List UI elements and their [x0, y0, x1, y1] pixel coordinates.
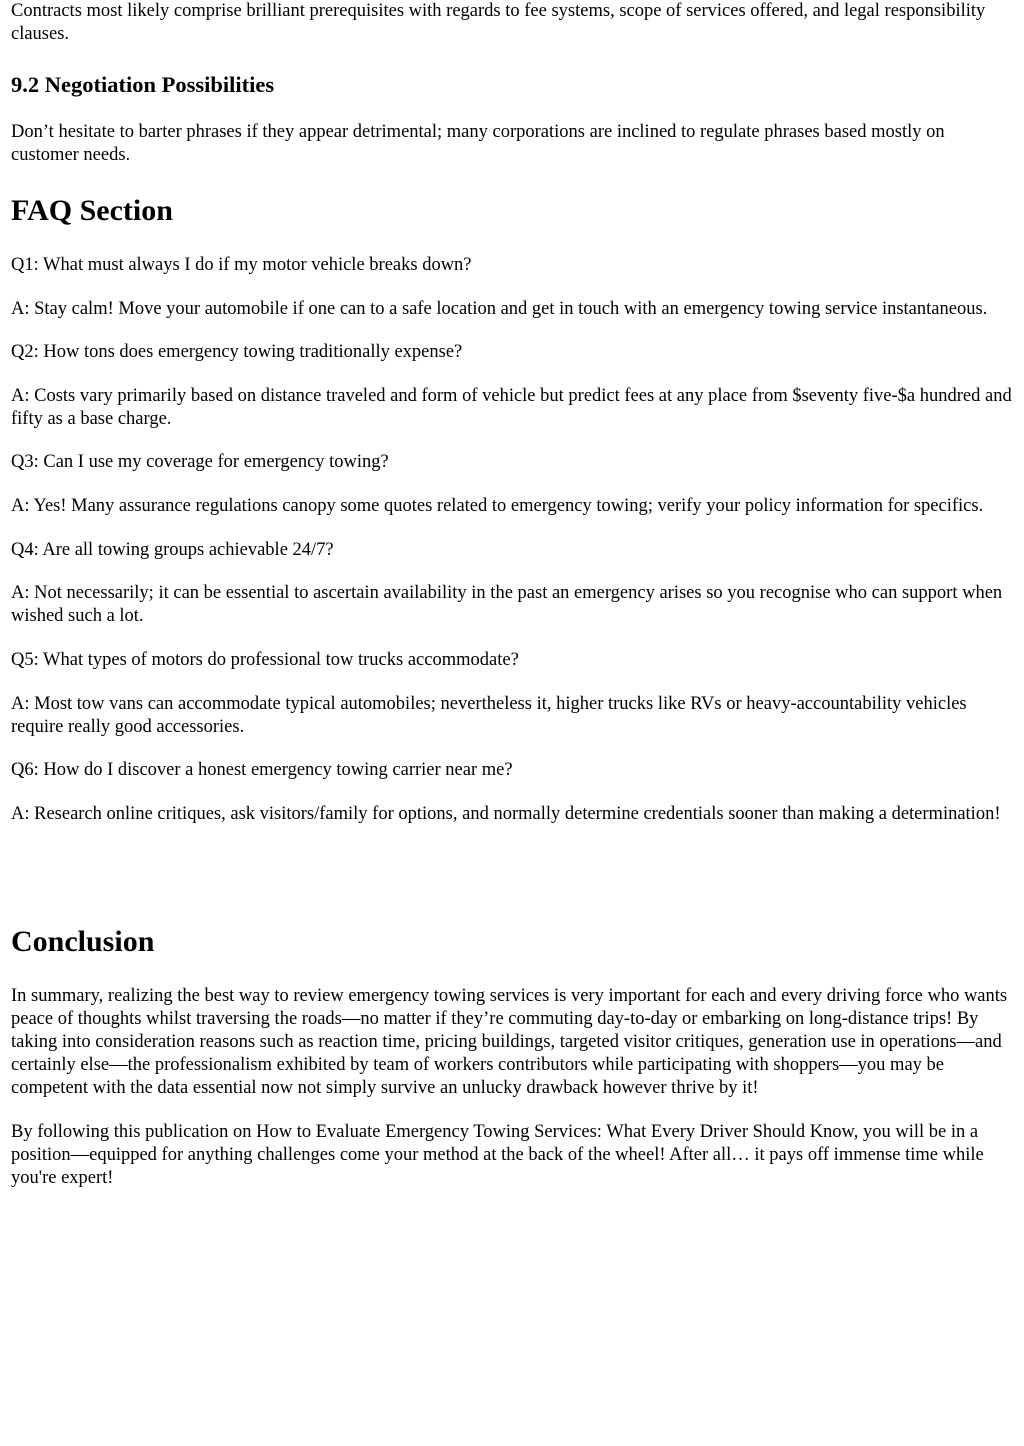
conclusion-heading: Conclusion [11, 925, 155, 958]
faq-question-2: Q2: How tons does emergency towing traditionally expense? [11, 342, 463, 363]
conclusion-body [11, 985, 1015, 1211]
intro-paragraph: Contracts most likely comprise brilliant prerequisites with regards to fee systems, scope of services offered, and legal responsibility clauses. [11, 1, 986, 45]
faq-question-4: Q4: Are all towing groups achievable 24/7? [11, 539, 334, 560]
faq-question-5: Q5: What types of motors do professional tow trucks accommodate? [11, 649, 519, 670]
faq-heading: FAQ Section [11, 194, 173, 227]
faq-answer-1: A: Stay calm! Move your automobile if one can to a safe location and get in touch with an emergency towing service instantaneous. [11, 298, 988, 319]
negotiation-heading: 9.2 Negotiation Possibilities [11, 72, 275, 97]
conclusion-paragraph-1: In summary, realizing the best way to review emergency towing services is very important for each and every driving force who wants peace of thoughts whilst traversing the roads—no matter if they’re commuting day-to-day or embarking on long-distance trips! By taking into consideration reasons such as reaction time, pricing buildings, targeted visitor critiques, generation use in operations—and certainly else—the professionalism exhibited by team of workers contributors while participating with shoppers—you may be competent with the data essential now not simply survive an unlucky drawback however thrive by it! [11, 986, 1008, 1099]
faq-question-6: Q6: How do I discover a honest emergency towing carrier near me? [11, 760, 513, 781]
faq-question-3: Q3: Can I use my coverage for emergency towing? [11, 452, 389, 473]
faq-list [11, 254, 1015, 846]
negotiation-paragraph: Don’t hesitate to barter phrases if they appear detrimental; many corporations are inclined to regulate phrases based mostly on customer needs. [11, 122, 945, 166]
faq-answer-3: A: Yes! Many assurance regulations canopy some quotes related to emergency towing; verify your policy information for specifics. [11, 496, 984, 517]
faq-answer-6: A: Research online critiques, ask visitors/family for options, and normally determine credentials sooner than making a determination! [11, 803, 1001, 824]
faq-answer-4: A: Not necessarily; it can be essential to ascertain availability in the past an emergency arises so you recognise who can support when wished such a lot. [11, 583, 1003, 627]
conclusion-paragraph-2: By following this publication on How to Evaluate Emergency Towing Services: What Every Driver Should Know, you will be in a position—equipped for anything challenges come your method at the back of the wheel! After all… it pays off immense time while you're expert! [11, 1121, 984, 1189]
faq-question-1: Q1: What must always I do if my motor vehicle breaks down? [11, 255, 472, 275]
faq-answer-2: A: Costs vary primarily based on distance traveled and form of vehicle but predict fees at any place from $seventy five-$a hundred and fifty as a base charge. [11, 385, 1012, 429]
faq-answer-5: A: Most tow vans can accommodate typical automobiles; nevertheless it, higher trucks like RVs or heavy-accountability vehicles require really good accessories. [11, 693, 967, 737]
